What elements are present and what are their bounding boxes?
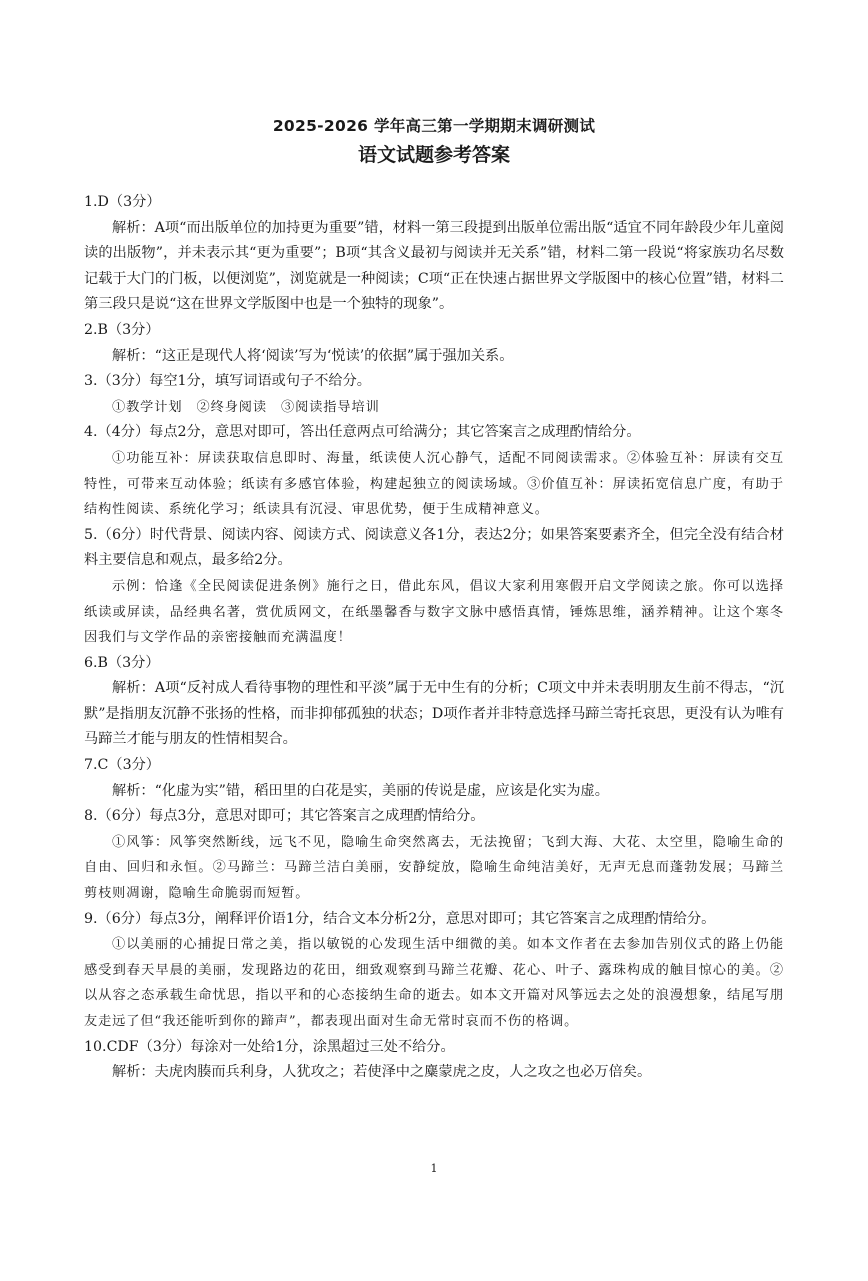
answer-head-q4: 4.（4分）每点2分，意思对即可，答出任意两点可给满分；其它答案言之成理酌情给分。	[84, 424, 641, 441]
answer-head-q8: 8.（6分）每点3分，意思对即可；其它答案言之成理酌情给分。	[84, 808, 485, 825]
answer-explanation-q8: ①风筝：风筝突然断线，远飞不见，隐喻生命突然离去，无法挽留；飞到大海、大花、太空里，隐喻生命的自由、回归和永恒。②马蹄兰：马蹄兰洁白美丽，安静绽放，隐喻生命纯洁美好，无声无息而蓬勃发展；马蹄兰剪枝则凋谢，隐喻生命脆弱而短暂。	[84, 834, 784, 902]
answer-explanation-q4: ①功能互补：屏读获取信息即时、海量，纸读使人沉心静气，适配不同阅读需求。②体验互补：屏读有交互特性，可带来互动体验；纸读有多感官体验，构建起独立的阅读场域。③价值互补：屏读拓宽信息广度，有助于结构性阅读、系统化学习；纸读具有沉浸、审思优势，便于生成精神意义。	[84, 450, 784, 518]
answer-head-q1: 1.D（3分）	[84, 194, 161, 210]
answer-head-q6: 6.B（3分）	[84, 654, 160, 671]
answer-explanation-q5: 示例：恰逢《全民阅读促进条例》施行之日，借此东风，倡议大家利用寒假开启文学阅读之旅。你可以选择纸读或屏读，品经典名著，赏优质网文，在纸墨馨香与数字文脉中感悟真情，锤炼思维，涵养精神。让这个寒冬因我们与文学作品的亲密接触而充满温度！	[84, 578, 784, 646]
answer-explanation-q7: 解析：“化虚为实”错，稻田里的白花是实，美丽的传说是虚，应该是化实为虚。	[112, 782, 609, 799]
answer-explanation-q3: ①教学计划 ②终身阅读 ③阅读指导培训	[112, 399, 380, 415]
answer-explanation-q6: 解析：A项“反衬成人看待事物的理性和平淡”属于无中生有的分析；C项文中并未表明朋友生前不得志，“沉默”是指朋友沉静不张扬的性格，而非抑郁孤独的状态；D项作者并非特意选择马蹄兰寄托哀思，更没有认为唯有马蹄兰才能与朋友的性情相契合。	[84, 680, 784, 748]
answer-explanation-q9: ①以美丽的心捕捉日常之美，指以敏锐的心发现生活中细微的美。如本文作者在去参加告别仪式的路上仍能感受到春天早晨的美丽，发现路边的花田，细致观察到马蹄兰花瓣、花心、叶子、露珠构成的触目惊心的美。②以从容之态承载生命忧思，指以平和的心态接纳生命的逝去。如本文开篇对风筝远去之处的浪漫想象，结尾写朋友走远了但“我还能听到你的蹄声”，都表现出面对生命无常时哀而不伤的格调。	[84, 937, 784, 1029]
answer-head-q7: 7.C（3分）	[84, 757, 160, 774]
answer-head-q3: 3.（3分）每空1分，填写词语或句子不给分。	[84, 373, 371, 390]
answer-explanation-q2: 解析：“这正是现代人将‘阅读’写为‘悦读’的依据”属于强加关系。	[112, 347, 514, 364]
answer-head-q2: 2.B（3分）	[84, 321, 160, 338]
answer-head-q5: 5.（6分）时代背景、阅读内容、阅读方式、阅读意义各1分，表达2分；如果答案要素齐全，但完全没有结合材料主要信息和观点，最多给2分。	[84, 526, 784, 569]
answer-body	[84, 190, 784, 1086]
answer-explanation-q1: 解析：A项“而出版单位的加持更为重要”错，材料一第三段提到出版单位需出版“适宜不同年龄段少年儿童阅读的出版物”，并未表示其“更为重要”；B项“其含义最初与阅读并无关系”错，材料二第一段说“将家族功名尽数记载于大门的门板，以便浏览”，浏览就是一种阅读；C项“正在快速占据世界文学版图中的核心位置”错，材料二第三段只是说“这在世界文学版图中也是一个独特的现象”。	[84, 219, 784, 313]
answer-explanation-q10: 解析：夫虎肉腠而兵利身，人犹攻之；若使泽中之麋蒙虎之皮，人之攻之也必万倍矣。	[112, 1064, 652, 1081]
page-number: 1	[430, 1162, 438, 1175]
answer-key-title: 语文试题参考答案	[357, 144, 510, 166]
answer-head-q9: 9.（6分）每点3分，阐释评价语1分，结合文本分析2分，意思对即可；其它答案言之成理酌情给分。	[84, 910, 716, 927]
exam-title: 2025-2026 学年高三第一学期期末调研测试	[272, 117, 596, 135]
answer-head-q10: 10.CDF（3分）每涂对一处给1分，涂黑超过三处不给分。	[84, 1038, 455, 1055]
